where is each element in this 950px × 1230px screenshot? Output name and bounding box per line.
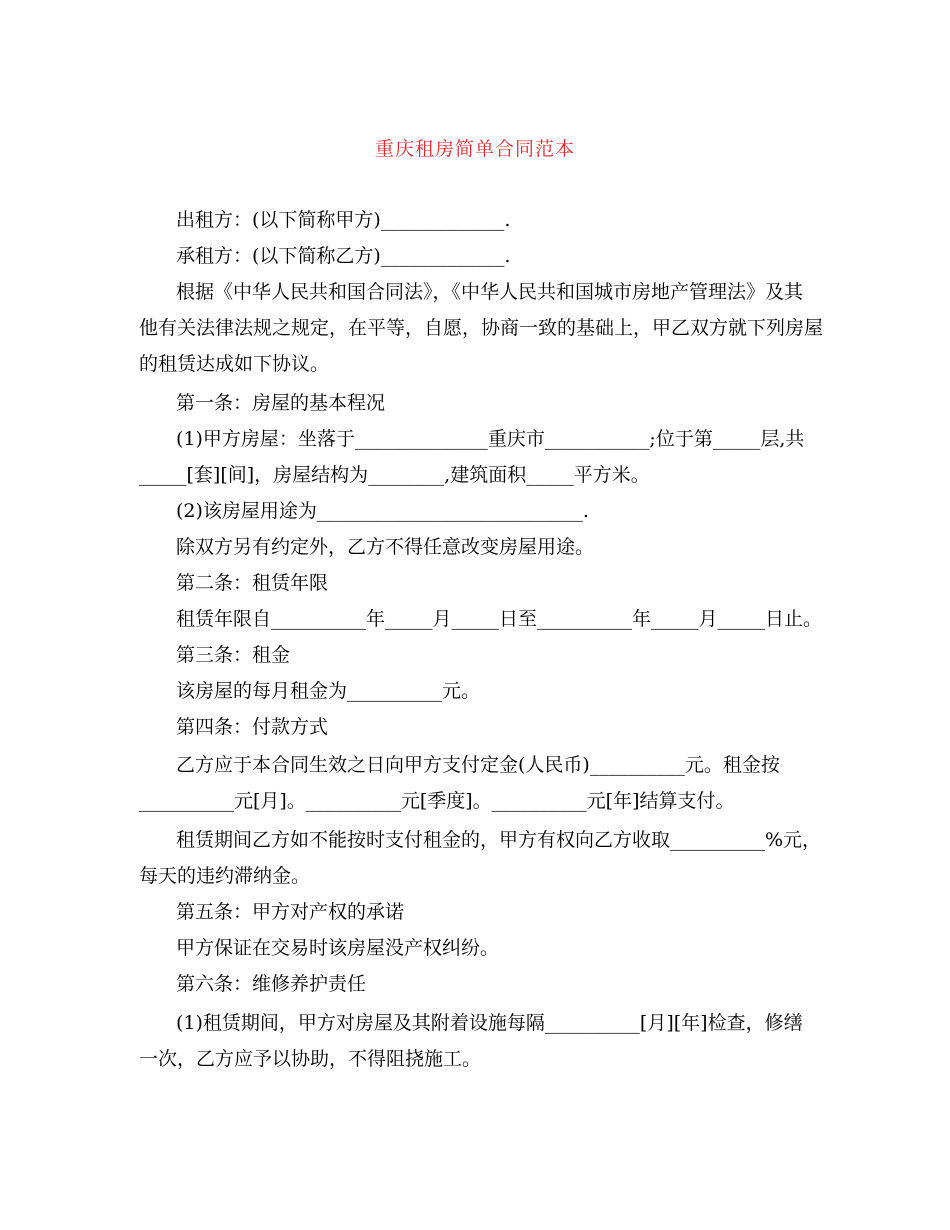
article-5-body: 甲方保证在交易时该房屋没产权纠纷。 <box>176 937 500 959</box>
preamble-line-2: 他有关法律法规之规定，在平等，自愿，协商一致的基础上，甲乙双方就下列房屋 <box>139 317 824 339</box>
article-3-rent-line: 该房屋的每月租金为__________元。 <box>176 680 481 702</box>
article-5-heading: 第五条：甲方对产权的承诺 <box>176 901 405 923</box>
article-4-late-line-1: 租赁期间乙方如不能按时支付租金的，甲方有权向乙方收取__________%元， <box>176 829 822 851</box>
lessor-line: 出租方：(以下简称甲方)_____________. <box>176 209 511 231</box>
article-2-term-line: 租赁年限自__________年_____月_____日至__________年_____月_____日止。 <box>176 608 823 630</box>
article-4-deposit-line-1: 乙方应于本合同生效之日向甲方支付定金(人民币)__________元。租金按 <box>176 754 780 776</box>
article-6-item-1-line-2: 一次，乙方应予以协助，不得阻挠施工。 <box>139 1048 482 1070</box>
article-1-item-1-line-1: (1)甲方房屋：坐落于______________重庆市___________;位于第_____层,共 <box>176 428 805 450</box>
article-1-usage-note: 除双方另有约定外，乙方不得任意改变房屋用途。 <box>176 536 595 558</box>
document-title: 重庆租房简单合同范本 <box>374 138 575 160</box>
article-1-heading: 第一条：房屋的基本程况 <box>176 392 386 414</box>
article-3-heading: 第三条：租金 <box>176 644 291 666</box>
article-4-late-line-2: 每天的违约滞纳金。 <box>139 865 311 887</box>
article-2-heading: 第二条：租赁年限 <box>176 572 329 594</box>
article-1-item-2: (2)该房屋用途为____________________________. <box>176 500 589 522</box>
article-1-item-1-line-2: _____[套][间]，房屋结构为________,建筑面积_____平方米。 <box>139 464 650 486</box>
article-6-heading: 第六条：维修养护责任 <box>176 973 367 995</box>
article-4-deposit-line-2: __________元[月]。__________元[季度]。__________元[年]结算支付。 <box>139 790 735 812</box>
lessee-line: 承租方：(以下简称乙方)_____________. <box>176 245 511 267</box>
article-4-heading: 第四条：付款方式 <box>176 716 329 738</box>
preamble-line-3: 的租赁达成如下协议。 <box>139 353 330 375</box>
preamble-line-1: 根据《中华人民共和国合同法》，《中华人民共和国城市房地产管理法》及其 <box>176 281 804 303</box>
article-6-item-1-line-1: (1)租赁期间，甲方对房屋及其附着设施每隔__________[月][年]检查，修缮 <box>176 1012 803 1034</box>
